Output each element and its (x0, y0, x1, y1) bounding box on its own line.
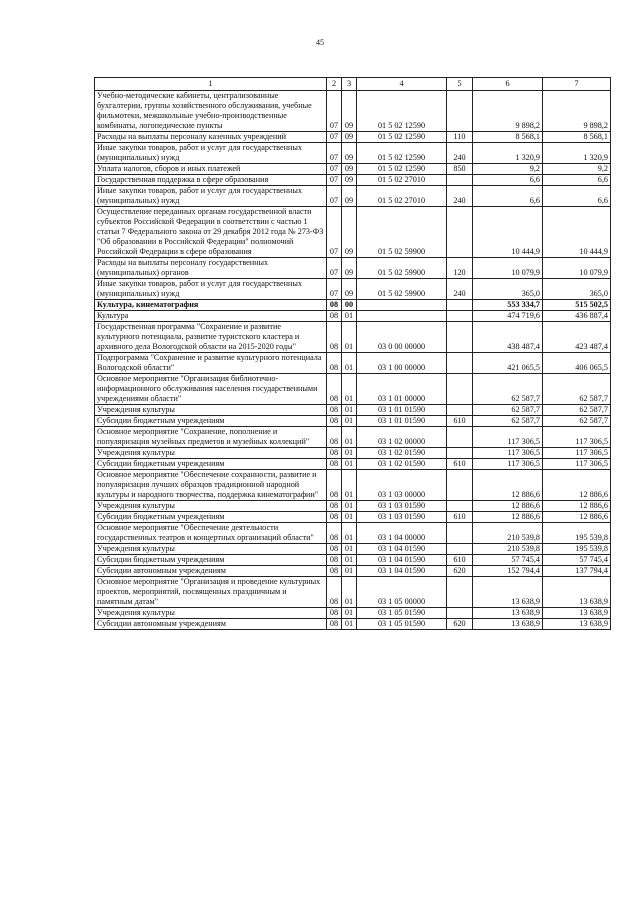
row-name: Субсидии бюджетным учреждениям (95, 459, 327, 470)
target-article-code: 03 1 04 01590 (357, 555, 447, 566)
header-cell: 5 (447, 78, 473, 91)
expense-type-code (447, 175, 473, 186)
row-name: Иные закупки товаров, работ и услуг для государственных (муниципальных) нужд (95, 186, 327, 207)
amount-2017: 210 539,8 (473, 544, 543, 555)
expense-type-code (447, 523, 473, 544)
header-cell: 4 (357, 78, 447, 91)
table-row (95, 207, 611, 258)
target-article-code: 03 1 04 01590 (357, 566, 447, 577)
section-code: 08 (327, 374, 342, 405)
amount-2017: 210 539,8 (473, 523, 543, 544)
table-row (95, 566, 611, 577)
expense-type-code (447, 207, 473, 258)
table-row (95, 501, 611, 512)
table-row (95, 186, 611, 207)
row-name: Учреждения культуры (95, 405, 327, 416)
subsection-code: 09 (342, 132, 357, 143)
table-row (95, 322, 611, 353)
expense-type-code (447, 501, 473, 512)
target-article-code: 03 1 03 01590 (357, 512, 447, 523)
amount-2017: 117 306,5 (473, 459, 543, 470)
target-article-code: 03 1 05 00000 (357, 577, 447, 608)
amount-2017: 365,0 (473, 279, 543, 300)
table-row (95, 427, 611, 448)
amount-2018: 9 898,2 (543, 91, 611, 132)
table-row (95, 577, 611, 608)
amount-2018: 62 587,7 (543, 405, 611, 416)
amount-2018: 117 306,5 (543, 448, 611, 459)
section-code: 07 (327, 279, 342, 300)
amount-2018: 6,6 (543, 175, 611, 186)
row-name: Основное мероприятие "Обеспечение деятельности государственных театров и концертных организаций области" (95, 523, 327, 544)
table-row (95, 619, 611, 630)
header-cell: 2 (327, 78, 342, 91)
amount-2018: 12 886,6 (543, 512, 611, 523)
section-code: 08 (327, 577, 342, 608)
amount-2018: 117 306,5 (543, 427, 611, 448)
target-article-code: 01 5 02 27010 (357, 186, 447, 207)
header-cell: 1 (95, 78, 327, 91)
section-code: 07 (327, 175, 342, 186)
target-article-code: 03 1 02 01590 (357, 448, 447, 459)
header-cell: 7 (543, 78, 611, 91)
amount-2017: 438 487,4 (473, 322, 543, 353)
expense-type-code: 610 (447, 459, 473, 470)
section-code: 08 (327, 427, 342, 448)
table-row (95, 279, 611, 300)
expense-type-code: 240 (447, 186, 473, 207)
table-row (95, 374, 611, 405)
section-code: 08 (327, 448, 342, 459)
amount-2017: 474 719,6 (473, 311, 543, 322)
row-name: Учреждения культуры (95, 608, 327, 619)
amount-2017: 152 794,4 (473, 566, 543, 577)
target-article-code: 03 1 01 01590 (357, 405, 447, 416)
expense-type-code (447, 448, 473, 459)
row-name: Учреждения культуры (95, 448, 327, 459)
target-article-code: 01 5 02 12590 (357, 132, 447, 143)
amount-2018: 137 794,4 (543, 566, 611, 577)
section-code: 07 (327, 258, 342, 279)
table-row (95, 132, 611, 143)
subsection-code: 01 (342, 322, 357, 353)
expense-type-code: 610 (447, 416, 473, 427)
subsection-code: 09 (342, 279, 357, 300)
row-name: Субсидии автономным учреждениям (95, 566, 327, 577)
row-name: Субсидии бюджетным учреждениям (95, 416, 327, 427)
section-code: 08 (327, 416, 342, 427)
subsection-code: 01 (342, 405, 357, 416)
section-code: 08 (327, 566, 342, 577)
target-article-code: 03 0 00 00000 (357, 322, 447, 353)
target-article-code: 01 5 02 59900 (357, 258, 447, 279)
subsection-code: 01 (342, 523, 357, 544)
table-row (95, 544, 611, 555)
amount-2018: 195 539,8 (543, 544, 611, 555)
section-code: 08 (327, 544, 342, 555)
section-code: 08 (327, 608, 342, 619)
amount-2018: 406 065,5 (543, 353, 611, 374)
target-article-code: 01 5 02 27010 (357, 175, 447, 186)
target-article-code: 03 1 01 01590 (357, 416, 447, 427)
subsection-code: 09 (342, 143, 357, 164)
row-name: Учебно-методические кабинеты, централизованные бухгалтерии, группы хозяйственного обслуживания, учебные фильмотеки, межшкольные учебно-производственные комбинаты, логопедические пункты (95, 91, 327, 132)
subsection-code: 01 (342, 374, 357, 405)
expense-type-code (447, 577, 473, 608)
section-code: 08 (327, 470, 342, 501)
expense-type-code (447, 311, 473, 322)
table-row (95, 555, 611, 566)
amount-2017: 553 334,7 (473, 300, 543, 311)
row-name: Культура, кинематография (95, 300, 327, 311)
amount-2018: 10 444,9 (543, 207, 611, 258)
expense-type-code (447, 322, 473, 353)
expense-type-code (447, 405, 473, 416)
subsection-code: 09 (342, 258, 357, 279)
expense-type-code (447, 300, 473, 311)
target-article-code: 03 1 00 00000 (357, 353, 447, 374)
amount-2018: 13 638,9 (543, 577, 611, 608)
section-code: 07 (327, 91, 342, 132)
section-code: 08 (327, 405, 342, 416)
expense-type-code: 620 (447, 619, 473, 630)
row-name: Учреждения культуры (95, 501, 327, 512)
header-cell: 6 (473, 78, 543, 91)
amount-2018: 423 487,4 (543, 322, 611, 353)
row-name: Основное мероприятие "Организация библиотечно-информационного обслуживания населения государственными учреждениями области" (95, 374, 327, 405)
row-name: Основное мероприятие "Сохранение, пополнение и популяризация музейных предметов и музейных коллекций" (95, 427, 327, 448)
section-code: 07 (327, 186, 342, 207)
row-name: Иные закупки товаров, работ и услуг для государственных (муниципальных) нужд (95, 143, 327, 164)
subsection-code: 01 (342, 470, 357, 501)
subsection-code: 01 (342, 566, 357, 577)
amount-2018: 436 887,4 (543, 311, 611, 322)
row-name: Культура (95, 311, 327, 322)
amount-2017: 12 886,6 (473, 470, 543, 501)
subsection-code: 09 (342, 207, 357, 258)
amount-2018: 117 306,5 (543, 459, 611, 470)
target-article-code (357, 300, 447, 311)
table-row (95, 91, 611, 132)
amount-2018: 8 568,1 (543, 132, 611, 143)
table-row (95, 523, 611, 544)
row-name: Учреждения культуры (95, 544, 327, 555)
row-name: Субсидии бюджетным учреждениям (95, 555, 327, 566)
amount-2018: 12 886,6 (543, 470, 611, 501)
subsection-code: 00 (342, 300, 357, 311)
amount-2017: 62 587,7 (473, 416, 543, 427)
target-article-code: 03 1 05 01590 (357, 608, 447, 619)
amount-2017: 9,2 (473, 164, 543, 175)
amount-2017: 12 886,6 (473, 501, 543, 512)
table-row (95, 300, 611, 311)
amount-2018: 13 638,9 (543, 608, 611, 619)
row-name: Государственная поддержка в сфере образования (95, 175, 327, 186)
section-code: 08 (327, 459, 342, 470)
expense-type-code: 240 (447, 279, 473, 300)
amount-2017: 6,6 (473, 175, 543, 186)
subsection-code: 01 (342, 577, 357, 608)
expense-type-code (447, 427, 473, 448)
target-article-code: 01 5 02 12590 (357, 91, 447, 132)
table-row (95, 311, 611, 322)
section-code: 08 (327, 523, 342, 544)
expense-type-code: 610 (447, 512, 473, 523)
amount-2017: 10 079,9 (473, 258, 543, 279)
section-code: 08 (327, 300, 342, 311)
subsection-code: 01 (342, 555, 357, 566)
row-name: Подпрограмма "Сохранение и развитие культурного потенциала Вологодской области" (95, 353, 327, 374)
section-code: 08 (327, 501, 342, 512)
target-article-code (357, 311, 447, 322)
amount-2017: 13 638,9 (473, 608, 543, 619)
subsection-code: 01 (342, 427, 357, 448)
row-name: Субсидии бюджетным учреждениям (95, 512, 327, 523)
amount-2017: 13 638,9 (473, 619, 543, 630)
section-code: 07 (327, 143, 342, 164)
table-row (95, 175, 611, 186)
amount-2018: 365,0 (543, 279, 611, 300)
section-code: 08 (327, 322, 342, 353)
subsection-code: 01 (342, 619, 357, 630)
target-article-code: 03 1 01 00000 (357, 374, 447, 405)
target-article-code: 01 5 02 12590 (357, 164, 447, 175)
subsection-code: 09 (342, 164, 357, 175)
amount-2018: 1 320,9 (543, 143, 611, 164)
expense-type-code: 610 (447, 555, 473, 566)
table-row (95, 416, 611, 427)
amount-2017: 12 886,6 (473, 512, 543, 523)
page-number: 45 (316, 38, 324, 47)
subsection-code: 01 (342, 501, 357, 512)
subsection-code: 01 (342, 353, 357, 374)
subsection-code: 09 (342, 175, 357, 186)
target-article-code: 03 1 03 01590 (357, 501, 447, 512)
row-name: Расходы на выплаты персоналу казенных учреждений (95, 132, 327, 143)
amount-2018: 9,2 (543, 164, 611, 175)
amount-2017: 117 306,5 (473, 427, 543, 448)
header-cell: 3 (342, 78, 357, 91)
table-row (95, 353, 611, 374)
section-code: 08 (327, 619, 342, 630)
section-code: 08 (327, 555, 342, 566)
section-code: 07 (327, 207, 342, 258)
row-name: Осуществление переданных органам государственной власти субъектов Российской Федерации в соответствии с частью 1 статьи 7 Федерального закона от 29 декабря 2012 года № 273-ФЗ "Об образовании в Российской Федерации" полномочий Российской Федерации в сфере образования (95, 207, 327, 258)
expense-type-code: 110 (447, 132, 473, 143)
amount-2017: 8 568,1 (473, 132, 543, 143)
expense-type-code (447, 353, 473, 374)
expense-type-code: 620 (447, 566, 473, 577)
table-row (95, 608, 611, 619)
amount-2018: 12 886,6 (543, 501, 611, 512)
amount-2017: 10 444,9 (473, 207, 543, 258)
budget-table (94, 77, 611, 630)
amount-2017: 13 638,9 (473, 577, 543, 608)
table-row (95, 459, 611, 470)
expense-type-code: 120 (447, 258, 473, 279)
subsection-code: 01 (342, 459, 357, 470)
amount-2018: 62 587,7 (543, 416, 611, 427)
target-article-code: 03 1 05 01590 (357, 619, 447, 630)
table-row (95, 258, 611, 279)
row-name: Расходы на выплаты персоналу государственных (муниципальных) органов (95, 258, 327, 279)
target-article-code: 03 1 02 00000 (357, 427, 447, 448)
row-name: Субсидии автономным учреждениям (95, 619, 327, 630)
subsection-code: 01 (342, 416, 357, 427)
target-article-code: 03 1 04 01590 (357, 544, 447, 555)
amount-2018: 515 502,5 (543, 300, 611, 311)
expense-type-code: 850 (447, 164, 473, 175)
subsection-code: 01 (342, 311, 357, 322)
amount-2017: 421 065,5 (473, 353, 543, 374)
amount-2017: 117 306,5 (473, 448, 543, 459)
row-name: Основное мероприятие "Обеспечение сохранности, развитие и популяризация лучших образцов традиционной народной культуры и народного творчества, поддержка кинематографии" (95, 470, 327, 501)
subsection-code: 01 (342, 608, 357, 619)
table-row (95, 143, 611, 164)
table-row (95, 448, 611, 459)
target-article-code: 01 5 02 59900 (357, 207, 447, 258)
subsection-code: 01 (342, 512, 357, 523)
amount-2018: 62 587,7 (543, 374, 611, 405)
expense-type-code (447, 91, 473, 132)
table-row (95, 164, 611, 175)
amount-2017: 62 587,7 (473, 405, 543, 416)
table-row (95, 470, 611, 501)
amount-2018: 57 745,4 (543, 555, 611, 566)
target-article-code: 03 1 02 01590 (357, 459, 447, 470)
target-article-code: 01 5 02 59900 (357, 279, 447, 300)
table-header-row (95, 78, 611, 91)
row-name: Государственная программа "Сохранение и развитие культурного потенциала, развитие туристского кластера и архивного дела Вологодской области на 2015-2020 годы" (95, 322, 327, 353)
target-article-code: 01 5 02 12590 (357, 143, 447, 164)
amount-2017: 57 745,4 (473, 555, 543, 566)
amount-2017: 62 587,7 (473, 374, 543, 405)
subsection-code: 09 (342, 91, 357, 132)
section-code: 08 (327, 512, 342, 523)
row-name: Иные закупки товаров, работ и услуг для государственных (муниципальных) нужд (95, 279, 327, 300)
table-row (95, 512, 611, 523)
expense-type-code (447, 470, 473, 501)
row-name: Основное мероприятие "Организация и проведение культурных проектов, мероприятий, посвященных праздничным и памятным датам" (95, 577, 327, 608)
subsection-code: 09 (342, 186, 357, 207)
expense-type-code (447, 544, 473, 555)
amount-2017: 1 320,9 (473, 143, 543, 164)
amount-2018: 195 539,8 (543, 523, 611, 544)
amount-2017: 6,6 (473, 186, 543, 207)
amount-2018: 13 638,9 (543, 619, 611, 630)
section-code: 08 (327, 353, 342, 374)
target-article-code: 03 1 04 00000 (357, 523, 447, 544)
section-code: 07 (327, 132, 342, 143)
target-article-code: 03 1 03 00000 (357, 470, 447, 501)
section-code: 08 (327, 311, 342, 322)
amount-2018: 6,6 (543, 186, 611, 207)
amount-2018: 10 079,9 (543, 258, 611, 279)
expense-type-code: 240 (447, 143, 473, 164)
subsection-code: 01 (342, 544, 357, 555)
subsection-code: 01 (342, 448, 357, 459)
section-code: 07 (327, 164, 342, 175)
expense-type-code (447, 374, 473, 405)
table-row (95, 405, 611, 416)
expense-type-code (447, 608, 473, 619)
amount-2017: 9 898,2 (473, 91, 543, 132)
row-name: Уплата налогов, сборов и иных платежей (95, 164, 327, 175)
